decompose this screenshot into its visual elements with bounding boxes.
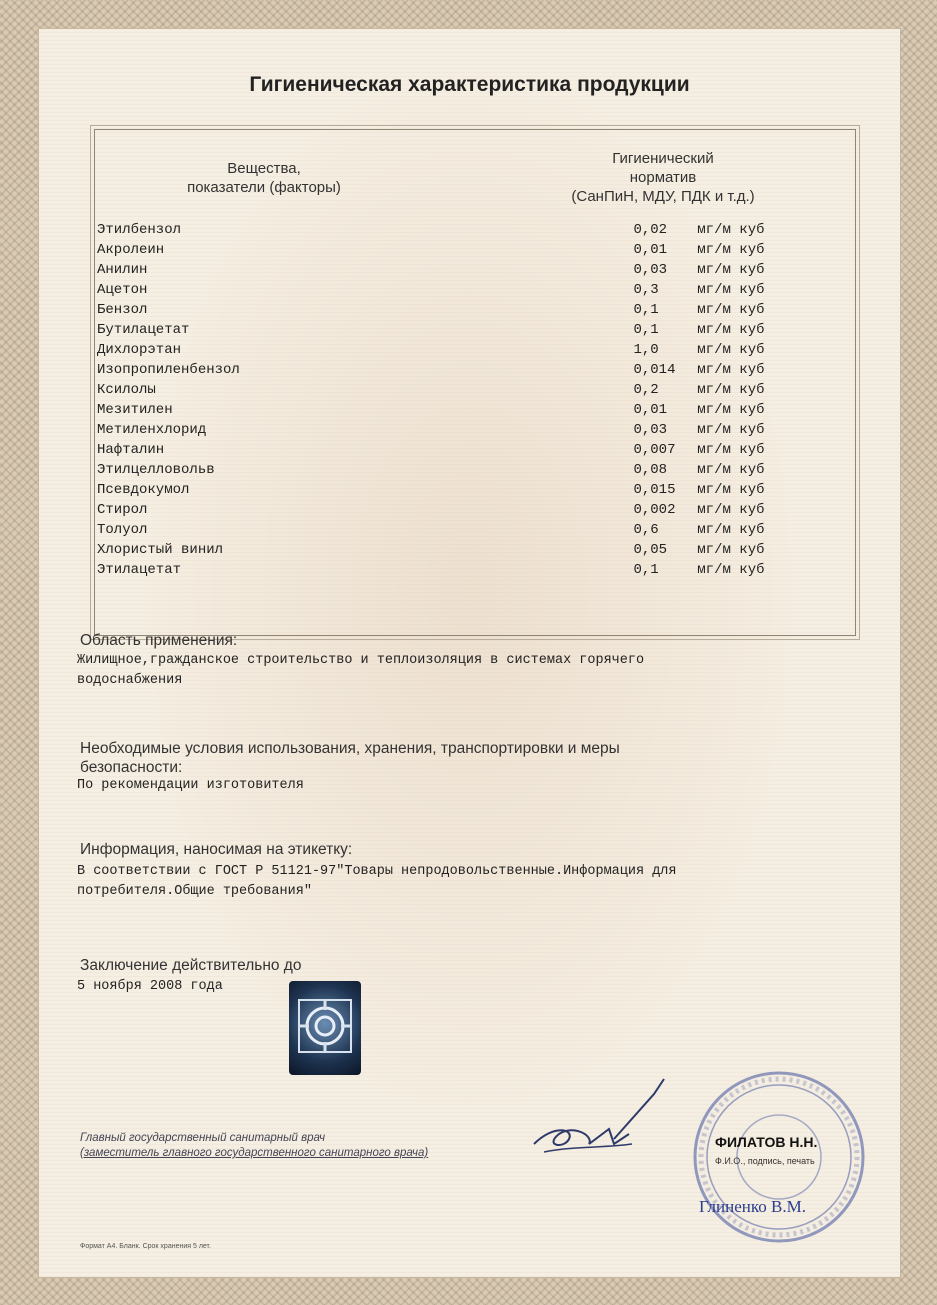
- row-value: 0,1: [633, 562, 659, 578]
- row-unit: мг/м куб: [697, 342, 765, 358]
- table-row: [97, 560, 797, 580]
- row-name: Изопропиленбензол: [97, 362, 240, 378]
- row-name: Дихлорэтан: [97, 342, 182, 358]
- table-row: [97, 400, 797, 420]
- row-unit: мг/м куб: [697, 382, 765, 398]
- row-name: Ацетон: [97, 282, 148, 298]
- row-name: Анилин: [97, 262, 148, 278]
- table-row: [97, 320, 797, 340]
- handwritten-signature: [514, 1074, 684, 1164]
- column-header-substances: Вещества, показатели (факторы): [187, 160, 341, 196]
- table-row: [97, 540, 797, 560]
- row-value: 0,6: [633, 522, 659, 538]
- row-name: Бензол: [97, 302, 148, 318]
- conditions-text: По рекомендации изготовителя: [77, 778, 304, 793]
- row-value: 0,03: [633, 262, 668, 278]
- signer-name: ФИЛАТОВ Н.Н.: [715, 1134, 818, 1150]
- row-name: Хлористый винил: [97, 542, 224, 558]
- table-row: [97, 240, 797, 260]
- hologram-sticker: [289, 981, 361, 1075]
- row-unit: мг/м куб: [697, 302, 765, 318]
- row-value: 1,0: [633, 342, 659, 358]
- row-unit: мг/м куб: [697, 282, 765, 298]
- table-row: [97, 220, 797, 240]
- row-unit: мг/м куб: [697, 322, 765, 338]
- row-name: Этилацетат: [97, 562, 182, 578]
- row-unit: мг/м куб: [697, 442, 765, 458]
- document-title: Гигиеническая характеристика продукции: [249, 73, 690, 96]
- table-row: [97, 440, 797, 460]
- emblem-icon: [295, 996, 355, 1056]
- document-page: [38, 28, 901, 1278]
- row-unit: мг/м куб: [697, 562, 765, 578]
- row-unit: мг/м куб: [697, 502, 765, 518]
- row-value: 0,08: [633, 462, 668, 478]
- row-unit: мг/м куб: [697, 362, 765, 378]
- row-name: Мезитилен: [97, 402, 173, 418]
- row-name: Псевдокумол: [97, 482, 190, 498]
- row-value: 0,03: [633, 422, 668, 438]
- validity-label: Заключение действительно до: [80, 957, 302, 974]
- scope-label: Область применения:: [80, 632, 238, 649]
- signature-caption: Ф.И.О., подпись, печать: [715, 1156, 815, 1166]
- label-info-text: В соответствии с ГОСТ Р 51121-97"Товары непродовольственные.Информация для потребителя.Общие требования": [77, 864, 677, 899]
- row-unit: мг/м куб: [697, 462, 765, 478]
- row-name: Бутилацетат: [97, 322, 190, 338]
- row-unit: мг/м куб: [697, 242, 765, 258]
- row-value: 0,2: [633, 382, 659, 398]
- row-name: Ксилолы: [97, 382, 156, 398]
- label-info-label: Информация, наносимая на этикетку:: [80, 841, 353, 858]
- table-row: [97, 340, 797, 360]
- row-value: 0,014: [633, 362, 676, 378]
- row-value: 0,01: [633, 242, 668, 258]
- signer-position: Главный государственный санитарный врач (заместитель главного государственного санитарного врача): [80, 1132, 429, 1159]
- row-value: 0,1: [633, 322, 659, 338]
- row-value: 0,02: [633, 222, 668, 238]
- row-value: 0,01: [633, 402, 668, 418]
- table-row: [97, 280, 797, 300]
- scope-text: Жилищное,гражданское строительство и теплоизоляция в системах горячего водоснабжения: [77, 653, 645, 688]
- row-value: 0,05: [633, 542, 668, 558]
- row-value: 0,007: [633, 442, 676, 458]
- table-row: [97, 380, 797, 400]
- table-row: [97, 420, 797, 440]
- column-header-norm: Гигиенический норматив (СанПиН, МДУ, ПДК и т.д.): [571, 150, 755, 205]
- conditions-label: Необходимые условия использования, хранения, транспортировки и меры безопасности:: [80, 740, 620, 776]
- row-value: 0,1: [633, 302, 659, 318]
- validity-date: 5 ноября 2008 года: [77, 979, 223, 994]
- row-unit: мг/м куб: [697, 262, 765, 278]
- stamp-signer-name: Глиненко В.М.: [699, 1197, 806, 1216]
- table-row: [97, 480, 797, 500]
- row-unit: мг/м куб: [697, 422, 765, 438]
- form-footer-note: Формат А4. Бланк. Срок хранения 5 лет.: [80, 1243, 211, 1250]
- row-value: 0,3: [633, 282, 659, 298]
- row-name: Толуол: [97, 522, 148, 538]
- table-row: [97, 300, 797, 320]
- row-name: Нафталин: [97, 442, 165, 458]
- table-row: [97, 360, 797, 380]
- row-value: 0,002: [633, 502, 676, 518]
- row-value: 0,015: [633, 482, 676, 498]
- row-unit: мг/м куб: [697, 482, 765, 498]
- table-rows: [97, 220, 797, 580]
- table-row: [97, 520, 797, 540]
- table-row: [97, 260, 797, 280]
- row-unit: мг/м куб: [697, 542, 765, 558]
- table-row: [97, 500, 797, 520]
- row-name: Стирол: [97, 502, 148, 518]
- row-unit: мг/м куб: [697, 522, 765, 538]
- row-name: Этилцелловольв: [97, 462, 215, 478]
- row-unit: мг/м куб: [697, 402, 765, 418]
- table-row: [97, 460, 797, 480]
- row-unit: мг/м куб: [697, 222, 765, 238]
- row-name: Метиленхлорид: [97, 422, 207, 438]
- row-name: Акролеин: [97, 242, 165, 258]
- row-name: Этилбензол: [97, 222, 182, 238]
